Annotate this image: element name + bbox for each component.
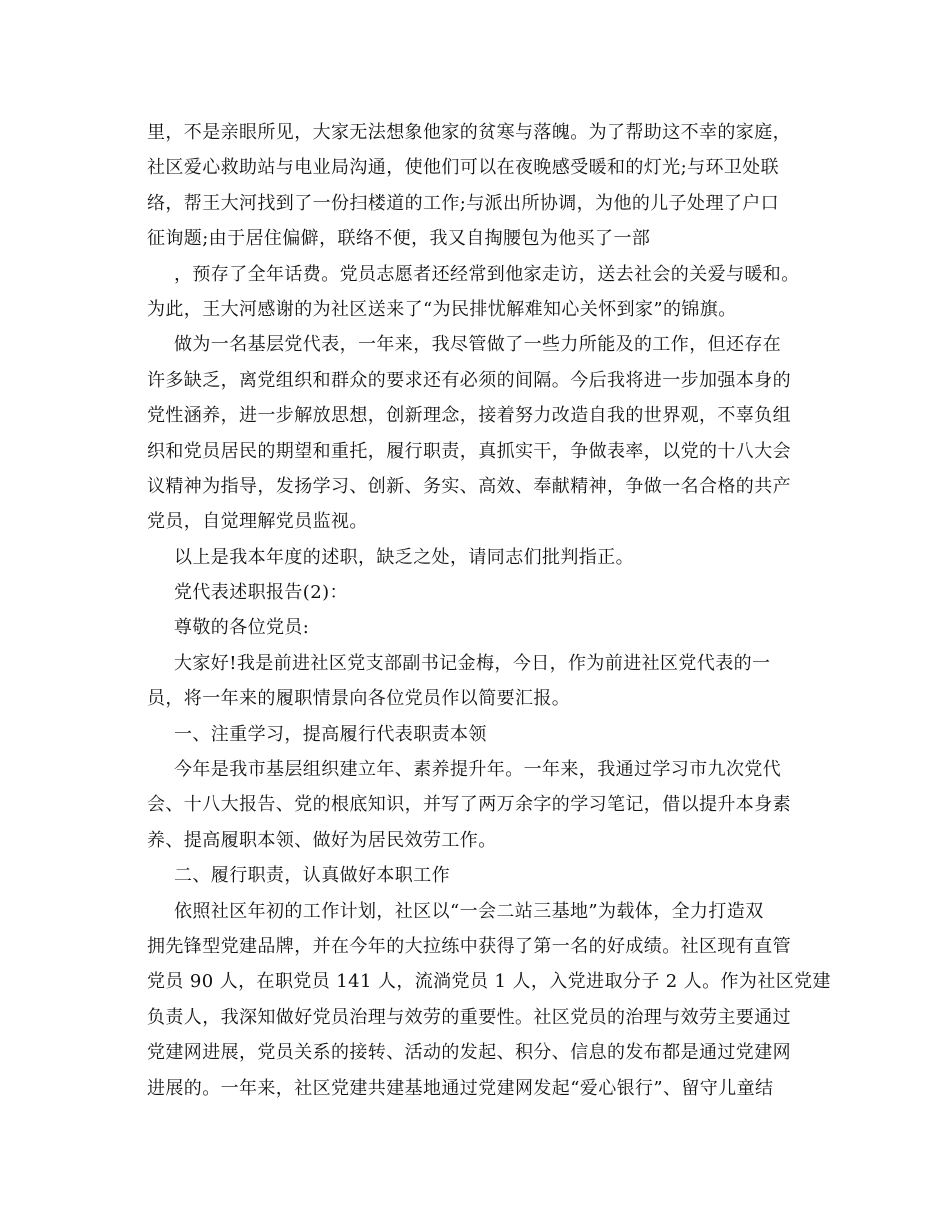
text-line: 拥先锋型党建品牌，并在今年的大拉练中获得了第一名的好成绩。社区现有直管 [147, 935, 791, 957]
text-line: 络，帮王大河找到了一份扫楼道的工作;与派出所协调，为他的儿子处理了户口 [147, 192, 780, 214]
text-line: 社区爱心救助站与电业局沟通，使他们可以在夜晚感受暖和的灯光;与环卫处联 [147, 157, 780, 179]
text-line: 以上是我本年度的述职，缺乏之处，请同志们批判指正。 [174, 546, 634, 568]
text-line: 党员，自觉理解党员监视。 [147, 511, 368, 533]
text-line: 里，不是亲眼所见，大家无法想象他家的贫寒与落魄。为了帮助这不幸的家庭， [147, 122, 791, 143]
text-line: 党员 90 人，在职党员 141 人，流淌党员 1 人，入党进取分子 2 人。作为社区党建 [147, 971, 831, 993]
text-line: 党性涵养，进一步解放思想，创新理念，接着努力改造自我的世界观，不辜负组 [147, 405, 791, 427]
text-line: 做为一名基层党代表，一年来，我尽管做了一些力所能及的工作，但还存在 [174, 334, 782, 356]
text-line: 依照社区年初的工作计划，社区以“一会二站三基地”为载体，全力打造双 [174, 900, 764, 922]
section-heading: 二、履行职责，认真做好本职工作 [174, 865, 450, 887]
text-line: 议精神为指导，发扬学习、创新、务实、高效、奉献精神，争做一名合格的共产 [147, 475, 791, 497]
text-line: 许多缺乏，离党组织和群众的要求还有必须的间隔。今后我将进一步加强本身的 [147, 369, 791, 391]
text-line: 负责人，我深知做好党员治理与效劳的重要性。社区党员的治理与效劳主要通过 [147, 1006, 791, 1028]
text-line: 进展的。一年来，社区党建共建基地通过党建网发起“爱心银行”、留守儿童结 [147, 1077, 774, 1099]
text-line: 党建网进展，党员关系的接转、活动的发起、积分、信息的发布都是通过党建网 [147, 1042, 791, 1064]
salutation: 尊敬的各位党员: [174, 617, 310, 639]
text-line: 员，将一年来的履职情景向各位党员作以简要汇报。 [147, 688, 571, 710]
text-line: ，预存了全年话费。党员志愿者还经常到他家走访，送去社会的关爱与暖和。 [174, 263, 800, 285]
section-heading: 一、注重学习，提高履行代表职责本领 [174, 723, 487, 745]
text-line: 养、提高履职本领、做好为居民效劳工作。 [147, 829, 497, 851]
text-line: 大家好!我是前进社区党支部副书记金梅，今日，作为前进社区党代表的一 [174, 652, 771, 674]
text-line: 征询题;由于居住偏僻，联络不便，我又自掏腰包为他买了一部 [147, 228, 651, 250]
section-heading: 党代表述职报告(2)： [174, 582, 348, 604]
text-line: 为此，王大河感谢的为社区送来了“为民排忧解难知心关怀到家”的锦旗。 [147, 298, 737, 320]
text-line: 会、十八大报告、党的根底知识，并写了两万余字的学习笔记，借以提升本身素 [147, 794, 791, 816]
text-line: 今年是我市基层组织建立年、素养提升年。一年来，我通过学习市九次党代 [174, 759, 782, 781]
document-body [147, 115, 831, 1106]
text-line: 织和党员居民的期望和重托，履行职责，真抓实干，争做表率，以党的十八大会 [147, 440, 791, 462]
